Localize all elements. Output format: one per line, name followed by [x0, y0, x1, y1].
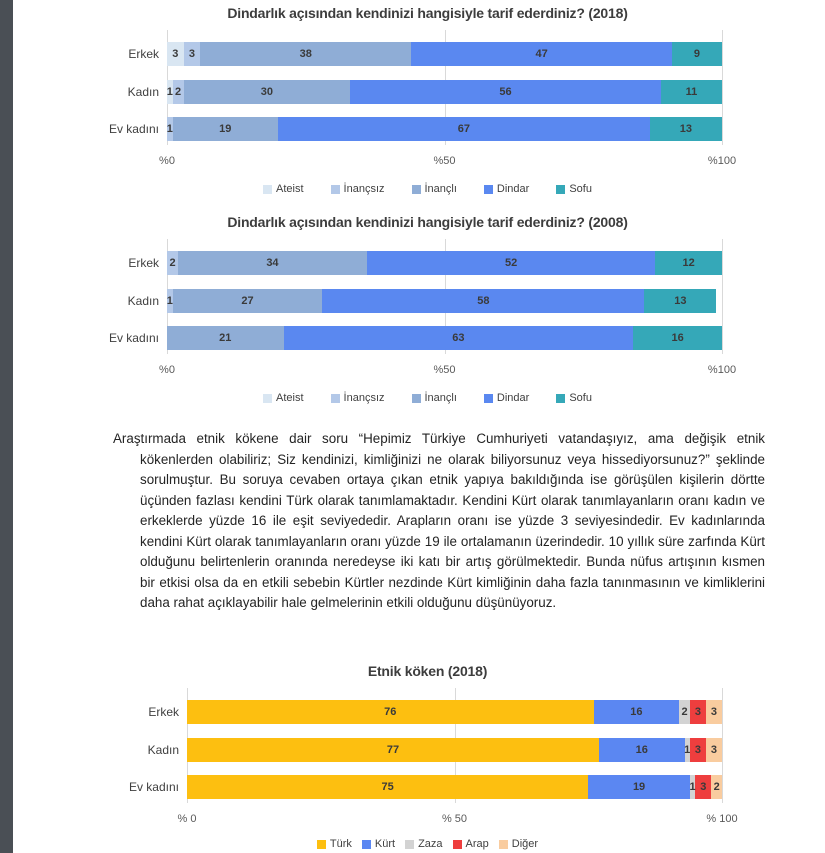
bar-segment-Sofu — [672, 42, 722, 66]
bar-value-label: 3 — [172, 48, 179, 60]
bar-value-label: 3 — [700, 781, 707, 793]
legend-item — [331, 392, 385, 404]
legend-swatch — [484, 394, 493, 403]
bar-segment-Türk — [187, 738, 599, 762]
bar-value-label: 1 — [166, 123, 173, 135]
bar-value-label: 12 — [682, 257, 695, 269]
bar-segment-İnançsız — [173, 80, 184, 104]
bar-value-label: 2 — [713, 781, 720, 793]
legend-swatch — [556, 185, 565, 194]
legend-item — [362, 838, 395, 850]
x-axis-tick: %50 — [433, 155, 456, 167]
legend-item — [484, 183, 529, 195]
chart-title: Dindarlık açısından kendinizi hangisiyle tarif ederdiniz? (2018) — [227, 5, 628, 21]
bar-value-label: 2 — [681, 706, 688, 718]
bar-segment-İnançlı — [178, 251, 367, 275]
category-label: Erkek — [148, 705, 179, 719]
bar-value-label: 3 — [694, 706, 701, 718]
legend-item — [484, 392, 529, 404]
chart-x-axis — [177, 813, 738, 826]
bar-segment-İnançlı — [167, 326, 284, 350]
bar-value-label: 13 — [679, 123, 693, 135]
bar-value-label: 16 — [671, 332, 684, 344]
bar-row — [108, 117, 722, 141]
chart-x-axis — [159, 364, 737, 377]
bar-value-label: 27 — [241, 294, 254, 307]
legend-item — [499, 838, 538, 850]
chart-legend — [115, 392, 740, 404]
category-label: Kadın — [127, 293, 159, 308]
legend-swatch — [331, 185, 340, 194]
legend-label: Zaza — [418, 838, 443, 850]
gridline — [722, 30, 723, 145]
x-axis-tick: %100 — [707, 155, 737, 167]
bar-segment-Kürt — [594, 700, 680, 724]
bar-value-label: 76 — [384, 706, 397, 718]
chart-title: Etnik köken (2018) — [367, 663, 488, 679]
bar-segment-Diğer — [706, 738, 722, 762]
bar-value-label: 21 — [219, 332, 232, 344]
bar-value-label: 9 — [693, 48, 701, 60]
chart-title: Dindarlık açısından kendinizi hangisiyle tarif ederdiniz? (2008) — [227, 214, 628, 230]
bar-value-label: 1 — [689, 781, 696, 793]
x-axis-tick: %0 — [159, 364, 175, 376]
bar-value-label: 11 — [685, 85, 698, 98]
category-label: Erkek — [128, 47, 159, 61]
bar-value-label: 3 — [694, 743, 701, 756]
category-label: Ev kadını — [108, 331, 159, 345]
bar-segment-Arap — [695, 775, 711, 799]
bar-value-label: 77 — [386, 743, 400, 756]
bar-segment-Türk — [187, 775, 588, 799]
bar-value-label: 2 — [169, 257, 176, 269]
legend-swatch — [484, 185, 493, 194]
bar-segment-İnançsız — [184, 42, 201, 66]
legend-label: Kürt — [374, 838, 396, 850]
bar-segment-Sofu — [633, 326, 722, 350]
category-label: Ev kadını — [108, 122, 159, 136]
chart-ethnicity-2018 — [0, 658, 825, 850]
bar-segment-Sofu — [644, 289, 716, 313]
chart-plot — [128, 688, 722, 803]
legend-label: İnançlı — [424, 392, 457, 404]
chart-plot — [108, 239, 722, 354]
legend-swatch — [331, 394, 340, 403]
legend-item — [331, 183, 385, 195]
bar-segment-Dindar — [350, 80, 661, 104]
bar-value-label: 19 — [632, 781, 646, 793]
bar-value-label: 3 — [710, 743, 717, 756]
legend-item — [412, 392, 457, 404]
bar-value-label: 38 — [299, 48, 312, 60]
legend-label: İnançsız — [343, 183, 385, 195]
legend-label: Dindar — [496, 392, 530, 404]
bar-value-label: 30 — [260, 85, 274, 98]
bar-value-label: 34 — [266, 257, 279, 269]
bar-row — [128, 775, 722, 799]
bar-segment-İnançlı — [184, 80, 351, 104]
bar-segment-Zaza — [679, 700, 690, 724]
x-axis-tick: % 100 — [706, 813, 738, 825]
bar-segment-Kürt — [588, 775, 690, 799]
bar-value-label: 47 — [535, 48, 548, 60]
legend-swatch — [556, 394, 565, 403]
x-axis-tick: % 0 — [177, 813, 197, 825]
legend-swatch — [405, 840, 414, 849]
legend-item — [556, 392, 592, 404]
legend-item — [317, 838, 352, 850]
bar-value-label: 19 — [219, 123, 232, 135]
legend-item — [412, 183, 457, 195]
bar-segment-Dindar — [284, 326, 634, 350]
bar-row — [108, 326, 722, 350]
bar-segment-Arap — [690, 738, 706, 762]
bar-value-label: 2 — [175, 85, 182, 98]
legend-label: Ateist — [276, 392, 304, 404]
bar-segment-Dindar — [278, 117, 650, 141]
chart-legend — [115, 838, 740, 850]
legend-swatch — [499, 840, 508, 849]
bar-segment-İnançlı — [173, 117, 278, 141]
x-axis-tick: %100 — [707, 364, 737, 376]
bar-row — [127, 289, 722, 313]
legend-label: İnançsız — [343, 392, 385, 404]
legend-label: İnançlı — [424, 183, 457, 195]
gridline — [722, 239, 723, 354]
bar-row — [127, 80, 722, 104]
bar-row — [147, 738, 722, 762]
category-label: Erkek — [128, 256, 159, 270]
chart-legend — [115, 183, 740, 195]
bar-value-label: 1 — [166, 294, 173, 307]
legend-item — [263, 183, 304, 195]
legend-swatch — [317, 840, 326, 849]
bar-segment-Türk — [187, 700, 594, 724]
body-paragraph: Araştırmada etnik kökene dair soru “Hepimiz Türkiye Cumhuriyeti vatandaşıyız, ama değişik etnik kökenlerden olabiliriz; Siz kendinizi, kimliğinizi ne olarak biliyorsunuz veya hissediyorsunuz?” şeklinde sorulmuştur. Bu soruya cevaben ortaya çıkan etnik yapıya bakıldığında ise görüşülen kişilerin dörtte üçünden fazlası kendini Türk olarak tanımlamaktadır. Kendini Kürt olarak tanımlayanların oranı kadın ve erkeklerde yüzde 16 ile eşit seviyededir. Arapların oranı ise yüzde 3 seviyesindedir. Ev kadınlarında kendini Kürt olarak tanımlayanların oranı yüzde 19 ile ortalamanın üzerindedir. 10 yıllık süre zarfında Kürt olduğunu belirtenlerin oranında neredeyse iki katı bir artış görülmektedir. Bunda nüfus artışının kısmen bir etkisi olsa da en etkili sebebin Kürtler nezdinde Kürt kimliğinin daha fazla tanınmasının ve kimliklerini daha rahat açıklayabilir hale gelmelerinin etkili olduğunu düşünüyoruz. — [113, 431, 765, 610]
chart-x-axis — [159, 155, 737, 168]
bar-value-label: 16 — [630, 706, 643, 718]
bar-segment-Kürt — [599, 738, 685, 762]
bar-segment-Dindar — [322, 289, 644, 313]
x-axis-tick: % 50 — [441, 813, 468, 825]
bar-value-label: 58 — [477, 294, 490, 307]
bar-row — [148, 700, 722, 724]
legend-item — [556, 183, 592, 195]
legend-swatch — [412, 185, 421, 194]
bar-value-label: 1 — [166, 85, 173, 98]
bar-segment-Sofu — [655, 251, 722, 275]
legend-label: Dindar — [496, 183, 530, 195]
legend-swatch — [263, 185, 272, 194]
legend-swatch — [362, 840, 371, 849]
legend-label: Türk — [329, 838, 352, 850]
legend-swatch — [412, 394, 421, 403]
x-axis-tick: %50 — [433, 364, 456, 376]
bar-value-label: 63 — [452, 332, 465, 344]
bar-value-label: 3 — [188, 48, 196, 60]
bar-value-label: 56 — [499, 85, 512, 98]
chart-religiosity-2018 — [0, 0, 825, 195]
bar-value-label: 1 — [684, 743, 691, 756]
category-label: Kadın — [127, 84, 159, 99]
bar-row — [128, 42, 722, 66]
bar-segment-Ateist — [167, 42, 184, 66]
legend-swatch — [453, 840, 462, 849]
legend-label: Arap — [465, 838, 489, 850]
bar-segment-İnançsız — [167, 251, 178, 275]
legend-label: Sofu — [569, 183, 592, 195]
legend-item — [453, 838, 489, 850]
chart-plot — [108, 30, 722, 145]
legend-swatch — [263, 394, 272, 403]
legend-label: Ateist — [276, 183, 304, 195]
category-label: Ev kadını — [128, 780, 179, 794]
bar-value-label: 67 — [457, 123, 471, 135]
bar-value-label: 13 — [674, 294, 687, 307]
category-label: Kadın — [147, 742, 179, 757]
bar-segment-Diğer — [711, 775, 722, 799]
bar-segment-Sofu — [661, 80, 722, 104]
bar-segment-Sofu — [650, 117, 722, 141]
bar-segment-Diğer — [706, 700, 722, 724]
bar-value-label: 3 — [710, 706, 717, 718]
chart-religiosity-2008 — [0, 209, 825, 404]
bar-segment-Dindar — [411, 42, 672, 66]
legend-item — [405, 838, 442, 850]
bar-row — [128, 251, 722, 275]
x-axis-tick: %0 — [159, 155, 175, 167]
bar-segment-İnançlı — [200, 42, 411, 66]
legend-label: Diğer — [511, 838, 539, 850]
bar-segment-Dindar — [367, 251, 656, 275]
bar-segment-İnançlı — [173, 289, 323, 313]
legend-item — [263, 392, 304, 404]
gridline — [722, 688, 723, 803]
bar-value-label: 75 — [381, 781, 394, 793]
bar-segment-Arap — [690, 700, 706, 724]
bar-value-label: 16 — [635, 743, 648, 756]
bar-value-label: 52 — [504, 257, 518, 269]
legend-label: Sofu — [569, 392, 592, 404]
